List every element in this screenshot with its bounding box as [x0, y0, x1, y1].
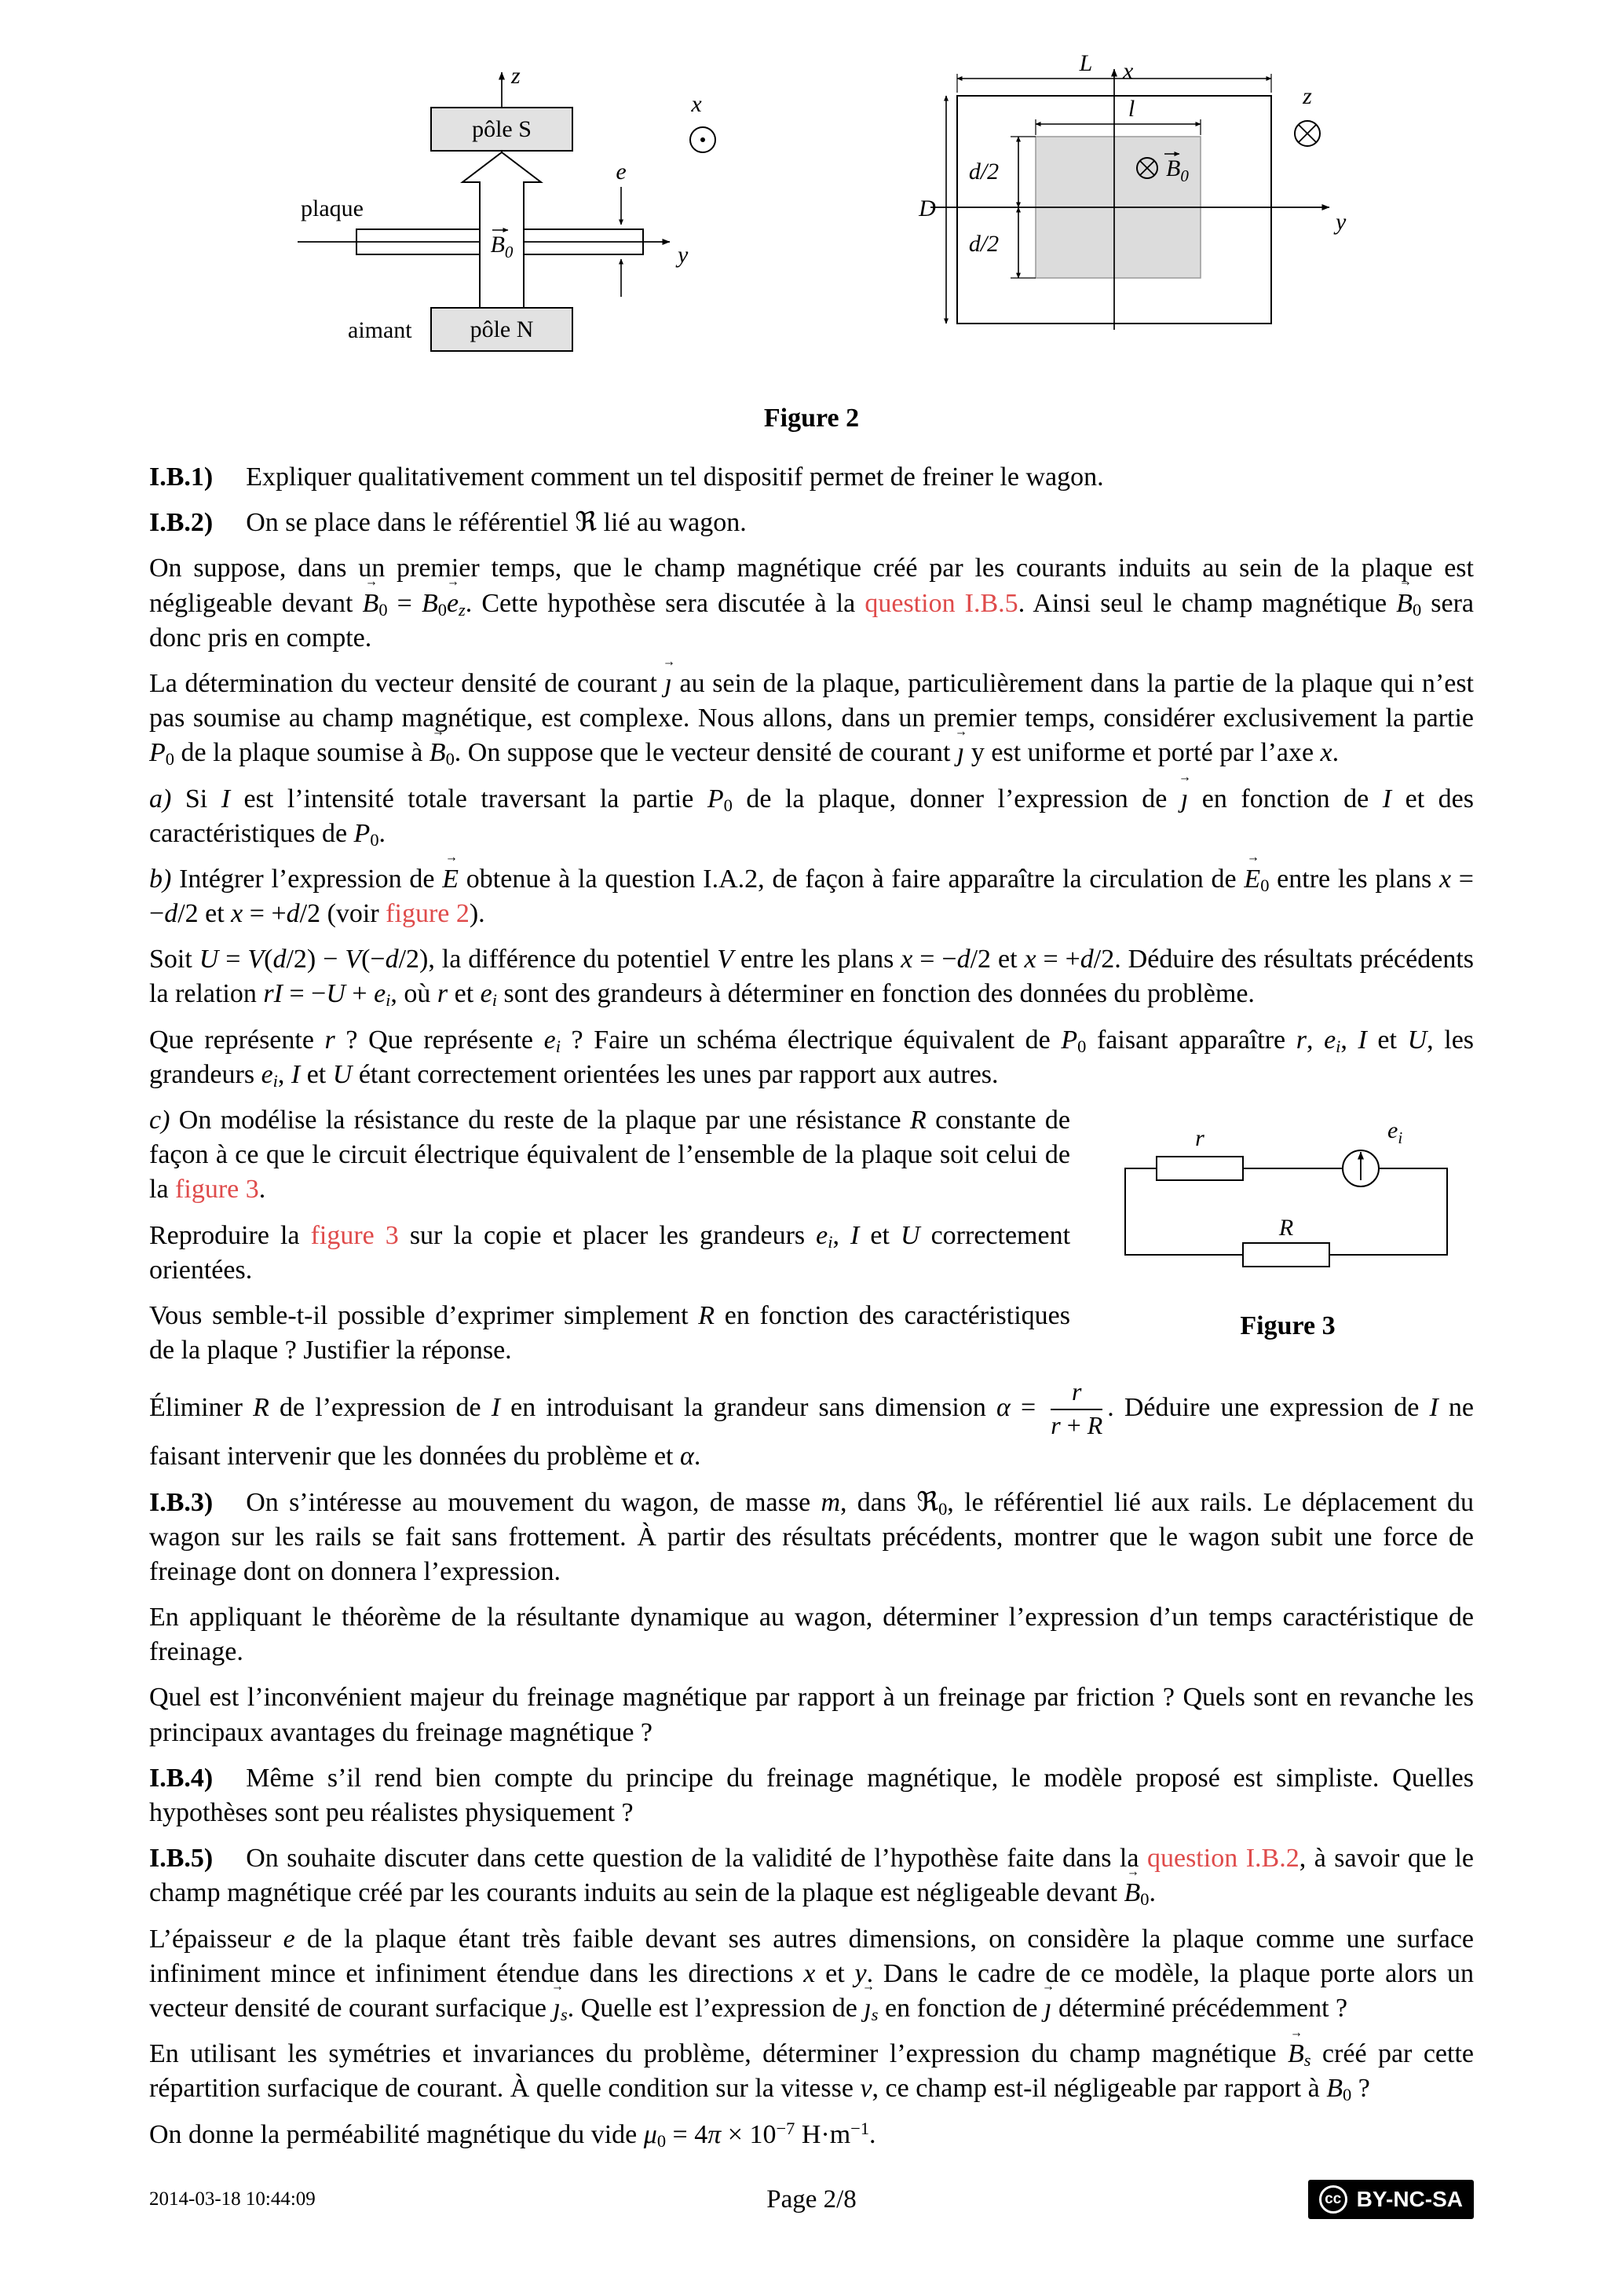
resistor-r: [1157, 1157, 1243, 1180]
paragraph-text: Soit U = V(d/2) − V(−d/2), la différence du potentiel V entre les plans x = −d/2 et x = +d/2. Déduire des résultats précédents la relation rI = $-U + e_i$, où r et $e_i$ sont des grandeurs à déterminer en fonction des données du problème.: [149, 945, 1474, 1011]
paragraph: [149, 460, 1474, 495]
paragraph-text: On suppose, dans un premier temps, que le champ magnétique créé par les courants induits au sein de la plaque est négligeable devant → $B_0 = B_0\to e_z$. Cette hypothèse sera discutée à la question I.B.5. Ainsi seul le champ magnétique → $B_0$ sera donc pris en compte.: [149, 554, 1474, 652]
paragraph: [149, 1841, 1474, 1910]
thickness-e-label: e: [615, 159, 627, 185]
emf-label: $e_i$: [1387, 1117, 1403, 1147]
timestamp: 2014-03-18 10:44:09: [149, 2188, 316, 2210]
z-axis-label: z: [1302, 83, 1312, 109]
question-number: I.B.5): [149, 1844, 214, 1874]
paragraph-text: Expliquer qualitativement comment un tel dispositif permet de freiner le wagon.: [246, 462, 1104, 492]
figure2-diagrams: [149, 49, 1474, 386]
paragraph-text: Même s’il rend bien compte du principe du freinage magnétique, le modèle proposé est simpliste. Quelles hypothèses sont peu réalistes physiquement ?: [149, 1763, 1474, 1827]
dim-l-label: l: [1128, 96, 1135, 122]
x-axis-label: x: [690, 91, 702, 117]
dim-d-half-bottom-label: d/2: [968, 231, 999, 257]
y-axis-label: y: [1335, 209, 1346, 235]
paragraph: [149, 1486, 1474, 1590]
aimant-label: aimant: [347, 317, 412, 343]
paragraph-text: a) Si I est l’intensité totale traversant la partie $P_0$ de la plaque, donner l’expression de → ȷ en fonction de I et des caractéristiques de $P_0$.: [149, 784, 1474, 848]
paragraph: [149, 1023, 1474, 1092]
cross-reference-link[interactable]: figure 3: [175, 1175, 259, 1205]
paragraph: [149, 506, 1474, 540]
paragraph-text: On souhaite discuter dans cette question de la validité de l’hypothèse faite dans la question I.B.2, à savoir que le champ magnétique créé par les courants induits au sein de la plaque est négligeable devant → $B_0$.: [149, 1844, 1474, 1907]
paragraph: [149, 667, 1474, 771]
y-axis-label: y: [677, 242, 688, 268]
pole-s-label: pôle S: [471, 116, 532, 142]
paragraph: [149, 551, 1474, 656]
paragraph: [149, 862, 1474, 931]
cross-reference-link[interactable]: figure 2: [386, 899, 470, 929]
resistor-r-label: r: [1195, 1125, 1204, 1151]
paragraph: [149, 2118, 1474, 2152]
cc-logo-icon: cc: [1319, 2185, 1347, 2214]
paragraph-text: On se place dans le référentiel ℜ lié au wagon.: [246, 508, 747, 538]
paragraph: [149, 1761, 1474, 1830]
paragraph-text: L’épaisseur e de la plaque étant très faible devant ses autres dimensions, on considère la plaque comme une surface infiniment mince et infiniment étendue dans les directions x et y. Dans le cadre de ce modèle, la plaque porte alors un vecteur densité de courant surfacique → $ȷ_s$. Quelle est l’expression de → $ȷ_s$ en fonction de → ȷ déterminé précédemment ?: [149, 1925, 1474, 2023]
paragraph-text: Quel est l’inconvénient majeur du freinage magnétique par rapport à un freinage par friction ? Quels sont en revanche les principaux avantages du freinage magnétique ?: [149, 1683, 1474, 1747]
paragraph: [149, 1680, 1474, 1749]
paragraph-text: On donne la perméabilité magnétique du vide $\mu_0 = 4\pi \times 10^{-7}$ $H\cdot m^{-1}$.: [149, 2118, 876, 2151]
page-number: Page 2/8: [766, 2184, 857, 2214]
cross-reference-link[interactable]: question I.B.2: [1146, 1844, 1299, 1874]
cc-license-label: BY-NC-SA: [1356, 2187, 1463, 2211]
paragraph: [149, 782, 1474, 851]
question-number: I.B.4): [149, 1763, 214, 1793]
circuit-loop: [1125, 1168, 1447, 1255]
x-axis-label: x: [1122, 58, 1133, 84]
b0-label: $B_0$: [1165, 155, 1189, 185]
paragraph-text: c) On modélise la résistance du reste de la plaque par une résistance R constante de façon à ce que le circuit électrique équivalent de l’ensemble de la plaque soit celui de la figure 3.: [149, 1106, 1070, 1205]
page-footer: [149, 2180, 1474, 2219]
paragraph-text: Vous semble-t-il possible d’exprimer simplement R en fonction des caractéristiques de la plaque ? Justifier la réponse.: [149, 1300, 1071, 1366]
paragraph-text: Reproduire la figure 3 sur la copie et placer les grandeurs $e_i$, I et U correctement orientées.: [149, 1220, 1071, 1285]
resistor-R-label: R: [1278, 1215, 1294, 1241]
figure2-left-diagram: [266, 49, 769, 386]
paragraph-text: La détermination du vecteur densité de courant → ȷ au sein de la plaque, particulièrement dans la partie de la plaque qui n’est pas soumise au champ magnétique, est complexe. Nous allons, dans un premier temps, considérer exclusivement la partie $P_0$ de la plaque soumise à → $B_0$. On suppose que le vecteur densité de courant → ȷ y est uniforme et porté par l’axe x.: [149, 669, 1474, 767]
question-number: I.B.2): [149, 508, 214, 538]
figure2-right-diagram: [902, 49, 1358, 386]
document-body: [149, 460, 1474, 2152]
paragraph: [149, 2037, 1474, 2106]
question-number: I.B.1): [149, 462, 214, 492]
resistor-R: [1243, 1243, 1329, 1267]
figure3-block: [1102, 1110, 1474, 1344]
plaque-label: plaque: [300, 196, 364, 221]
dim-D-label: D: [918, 196, 936, 221]
cc-license-badge[interactable]: [1308, 2180, 1474, 2219]
figure3-circuit-diagram: [1102, 1110, 1474, 1290]
paragraph-text: En utilisant les symétries et invariances du problème, déterminer l’expression du champ magnétique → $B_s$ créé par cette répartition surfacique de courant. À quelle condition sur la vitesse v, ce champ est-il négligeable par rapport à $B_0$ ?: [149, 2039, 1474, 2103]
cross-reference-link[interactable]: figure 3: [310, 1220, 399, 1250]
paragraph: [149, 1379, 1474, 1474]
figure3-caption: Figure 3: [1240, 1311, 1336, 1341]
paragraph: [149, 1922, 1474, 2027]
paragraph-text: Que représente r ? Que représente $e_i$ ? Faire un schéma électrique équivalent de $P_0$ faisant apparaître r, $e_i$, I et U, les grandeurs $e_i$, I et U étant correctement orientées les unes par rapport aux autres.: [149, 1025, 1475, 1091]
paragraph-text: b) Intégrer l’expression de → E obtenue à la question I.A.2, de façon à faire apparaître la circulation de → $E_0$ entre les plans x = −d/2 et x = +d/2 (voir figure 2).: [149, 865, 1474, 928]
pole-n-label: pôle N: [470, 316, 533, 342]
question-number: I.B.3): [149, 1487, 214, 1517]
dim-d-half-top-label: d/2: [968, 159, 999, 185]
cross-reference-link[interactable]: question I.B.5: [865, 588, 1018, 618]
z-axis-label: z: [510, 63, 521, 89]
x-out-of-page-dot: [700, 137, 705, 142]
dim-L-label: L: [1079, 50, 1092, 76]
paragraph: [149, 942, 1474, 1011]
figure2-caption: Figure 2: [763, 404, 860, 433]
paragraph-text: On s’intéresse au mouvement du wagon, de masse m, dans ℜ$_0$, le référentiel lié aux rails. Le déplacement du wagon sur les rails se fait sans frottement. À partir des résultats précédents, montrer que le wagon subit une force de freinage dont on donnera l’expression.: [149, 1487, 1474, 1586]
b0-label: $B_0$: [490, 232, 513, 261]
paragraph-text: En appliquant le théorème de la résultante dynamique au wagon, déterminer l’expression d’un temps caractéristique de freinage.: [149, 1603, 1474, 1667]
paragraph-text: Éliminer R de l’expression de I en introduisant la grandeur sans dimension α = $\frac{r}{r + R}$ . Déduire une expression de I ne faisant intervenir que les données du problème et α.: [149, 1378, 1474, 1472]
paragraph: [149, 1600, 1474, 1669]
